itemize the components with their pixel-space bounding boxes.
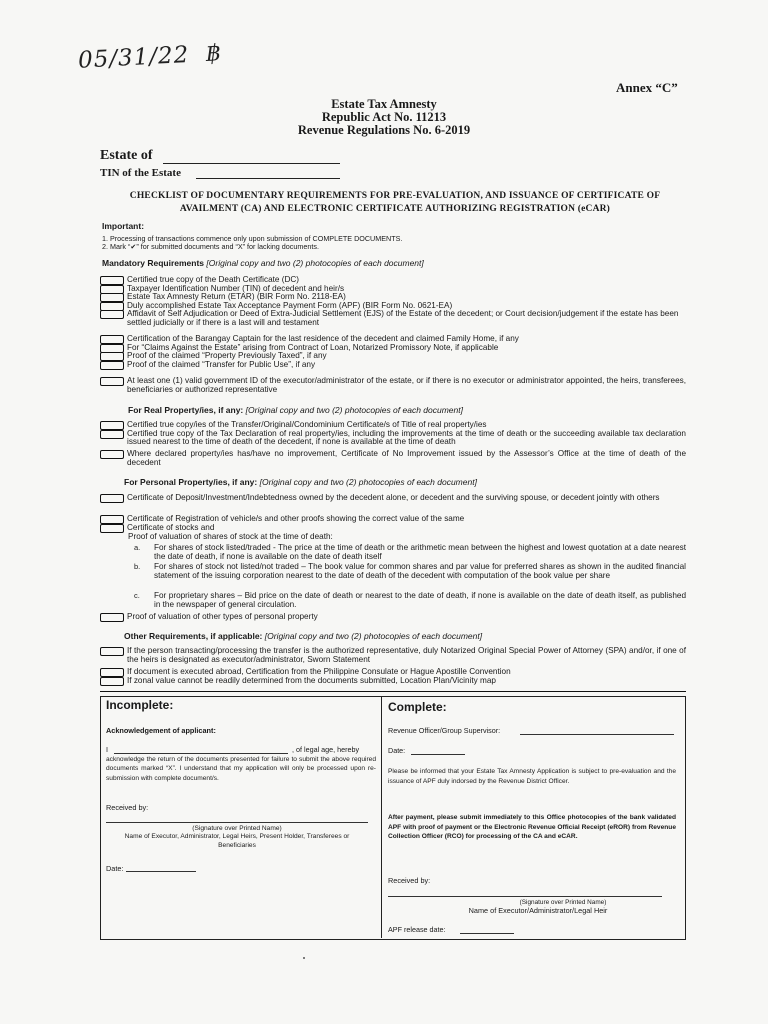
important-item: 1. Processing of transactions commence only upon submission of COMPLETE DOCUMENTS. (102, 234, 403, 243)
checkbox[interactable] (100, 276, 124, 285)
revenue-officer-field[interactable] (520, 734, 674, 735)
checkbox[interactable] (100, 310, 124, 319)
revenue-officer-label: Revenue Officer/Group Supervisor: (388, 726, 501, 735)
important-item: 2. Mark “✔” for submitted documents and “X” for lacking documents. (102, 242, 319, 251)
heir-signature-line[interactable] (388, 896, 662, 897)
header-title-3: Revenue Regulations No. 6-2019 (297, 123, 471, 137)
important-label: Important: (102, 221, 145, 231)
real-property-heading: For Real Property/ies, if any: [Original copy and two (2) photocopies of each document] (128, 405, 463, 415)
checkbox[interactable] (100, 677, 124, 686)
checkbox[interactable] (100, 361, 124, 370)
incomplete-date-label: Date: (106, 864, 124, 873)
complete-date-field[interactable] (411, 754, 465, 755)
handwritten-mark: ฿ (205, 40, 223, 68)
apf-release-date-label: APF release date: (388, 925, 446, 934)
personal-property-heading: For Personal Property/ies, if any: [Original copy and two (2) photocopies of each document] (124, 477, 477, 487)
complete-title: Complete: (388, 700, 447, 714)
annex-label: Annex “C” (616, 80, 678, 95)
checkbox[interactable] (100, 647, 124, 656)
checkbox[interactable] (100, 668, 124, 677)
shares-intro: Proof of valuation of shares of stock at the time of death: (128, 532, 333, 541)
checklist-title: CHECKLIST OF DOCUMENTARY REQUIREMENTS FOR PRE-EVALUATION, AND ISSUANCE OF CERTIFICATE OF AVAILMENT (CA) AND ELECTRONIC CERTIFICATE AUTHORIZING REGISTRATION (eCAR) (129, 191, 661, 214)
checkbox[interactable] (100, 524, 124, 533)
panel-divider (381, 696, 382, 938)
apf-release-date-field[interactable] (460, 933, 514, 934)
checkbox[interactable] (100, 421, 124, 430)
signature-caption: (Signature over Printed Name) (192, 825, 282, 832)
pre-evaluation-notice: Please be informed that your Estate Tax Amnesty Application is subject to pre-evaluation and the issuance of APF duly indorsed by the Revenue District Officer. (388, 768, 676, 785)
section-divider (100, 691, 686, 692)
estate-of-field[interactable] (163, 163, 340, 164)
checkbox[interactable] (100, 515, 124, 524)
mandatory-heading: Mandatory Requirements [Original copy and two (2) photocopies of each document] (102, 258, 424, 268)
checkbox[interactable] (100, 352, 124, 361)
checkbox[interactable] (100, 430, 124, 439)
complete-date-label: Date: (388, 746, 406, 755)
tin-label: TIN of the Estate (100, 167, 181, 179)
checkbox[interactable] (100, 613, 124, 622)
legal-age-text: , of legal age, hereby (292, 745, 360, 754)
checkbox[interactable] (100, 335, 124, 344)
other-requirements-heading: Other Requirements, if applicable: [Original copy and two (2) photocopies of each document] (124, 631, 483, 641)
applicant-signature-line[interactable] (106, 822, 368, 823)
tin-field[interactable] (196, 178, 340, 179)
complete-received-by-label: Received by: (388, 876, 431, 885)
applicant-i-label: I (106, 745, 108, 754)
acknowledgement-label: Acknowledgement of applicant: (106, 726, 216, 735)
header-title-2: Republic Act No. 11213 (321, 110, 447, 124)
incomplete-date-field[interactable] (126, 871, 196, 872)
received-by-label: Received by: (106, 803, 149, 812)
checkbox[interactable] (100, 494, 124, 503)
handwritten-date: 05/31/22 ฿ (77, 40, 223, 74)
acknowledgement-text: acknowledge the return of the documents presented for failure to submit the above required documents marked “X”. I understand that my application will only be processed upon re-submission with complete document/s. (106, 756, 376, 782)
incomplete-title: Incomplete: (106, 698, 174, 712)
signature-names: Name of Executor, Administrator, Legal Heirs, Present Holder, Transferees or Beneficiaries (124, 833, 350, 849)
complete-signature-caption: (Signature over Printed Name) (519, 899, 607, 906)
estate-of-label: Estate of (100, 148, 153, 163)
applicant-name-field[interactable] (114, 753, 288, 754)
payment-instructions: After payment, please submit immediately to this Office photocopies of the bank validated APF with proof of payment or the Electronic Revenue Official Receipt (eROR) from Revenue Collection Officer (RCO) for processing of the CA and eCAR. (388, 814, 676, 840)
complete-signature-names: Name of Executor/Administrator/Legal Heir (468, 906, 608, 915)
checkbox[interactable] (100, 293, 124, 302)
checkbox[interactable] (100, 450, 124, 459)
checkbox[interactable] (100, 377, 124, 386)
header-title-1: Estate Tax Amnesty (331, 97, 437, 111)
scan-speck (303, 957, 305, 959)
